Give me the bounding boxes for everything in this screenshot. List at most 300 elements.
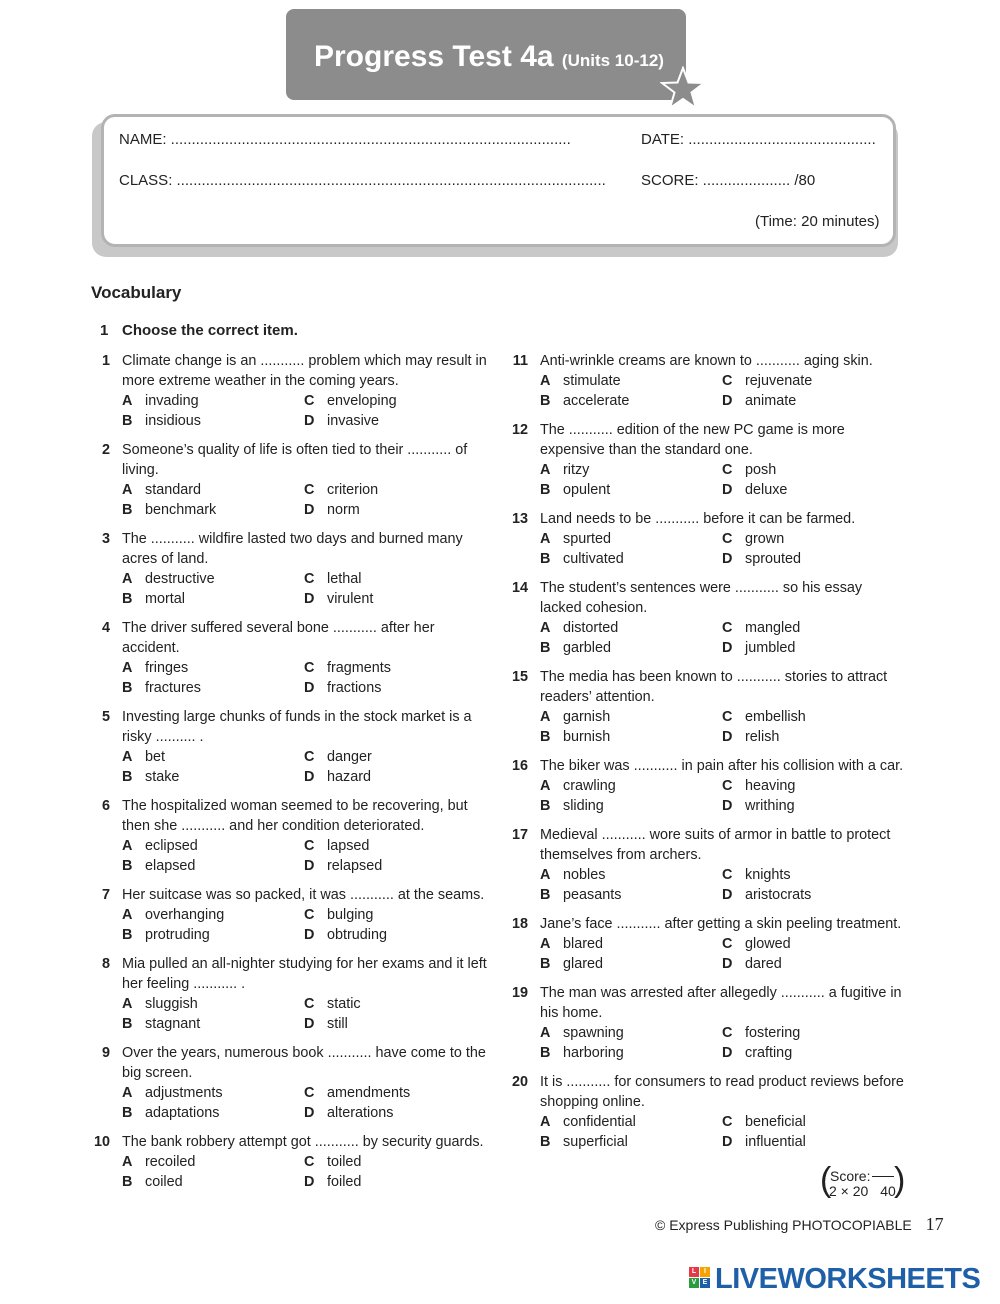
option-letter: D <box>304 769 315 785</box>
option-text: garbled <box>563 640 612 656</box>
option-c[interactable] <box>304 747 486 767</box>
option-letter: D <box>722 729 733 745</box>
answer-options <box>122 1152 488 1192</box>
option-letter: A <box>540 531 551 547</box>
question-text: It is ........... for consumers to read product reviews before shopping online. <box>540 1074 904 1110</box>
option-letter: C <box>722 462 733 478</box>
option-d[interactable] <box>722 1132 904 1152</box>
option-letter: B <box>122 502 133 518</box>
question-number: 17 <box>511 827 528 843</box>
score-label: Score: <box>830 1168 871 1184</box>
logo-cell-e: E <box>700 1278 710 1288</box>
option-letter: D <box>304 1105 315 1121</box>
question-12 <box>506 420 906 500</box>
score-field[interactable]: SCORE: ..................... /80 <box>641 172 816 189</box>
option-c[interactable] <box>304 836 486 856</box>
option-a[interactable] <box>540 460 722 480</box>
option-text: posh <box>745 462 777 478</box>
option-letter: A <box>122 996 133 1012</box>
option-letter: B <box>122 1174 133 1190</box>
option-letter: C <box>722 1114 733 1130</box>
question-number: 20 <box>511 1074 528 1090</box>
option-letter: B <box>540 956 551 972</box>
option-a[interactable] <box>540 529 722 549</box>
option-text: sluggish <box>145 996 198 1012</box>
option-c[interactable] <box>304 1152 486 1172</box>
option-text: bet <box>145 749 166 765</box>
option-text: ritzy <box>563 462 590 478</box>
question-5 <box>88 707 488 787</box>
option-b[interactable] <box>122 1172 304 1192</box>
option-c[interactable] <box>304 480 486 500</box>
question-number: 16 <box>511 758 528 774</box>
option-c[interactable] <box>722 934 904 954</box>
option-text: crawling <box>563 778 616 794</box>
option-text: elapsed <box>145 858 196 874</box>
option-text: alterations <box>327 1105 394 1121</box>
option-text: glowed <box>745 936 791 952</box>
question-text: Jane’s face ........... after getting a skin peeling treatment. <box>540 916 902 932</box>
option-c[interactable] <box>304 658 486 678</box>
option-b[interactable] <box>122 411 304 431</box>
question-text: Investing large chunks of funds in the stock market is a risky .......... . <box>122 709 472 745</box>
score-formula <box>829 1183 896 1199</box>
option-text: fractures <box>145 680 201 696</box>
option-c[interactable] <box>722 707 904 727</box>
option-c[interactable] <box>722 1023 904 1043</box>
question-text: The ........... wildfire lasted two days and burned many acres of land. <box>122 531 463 567</box>
option-text: eclipsed <box>145 838 198 854</box>
option-a[interactable] <box>540 618 722 638</box>
left-paren: ( <box>820 1161 832 1199</box>
option-text: peasants <box>563 887 622 903</box>
option-b[interactable] <box>122 1014 304 1034</box>
option-letter: B <box>122 927 133 943</box>
question-17 <box>506 825 906 905</box>
option-text: knights <box>745 867 791 883</box>
option-text: spawning <box>563 1025 624 1041</box>
option-letter: B <box>540 393 551 409</box>
option-text: dared <box>745 956 782 972</box>
option-a[interactable] <box>122 905 304 925</box>
option-text: rejuvenate <box>745 373 813 389</box>
answer-options <box>540 618 906 658</box>
option-a[interactable] <box>540 1112 722 1132</box>
option-text: sliding <box>563 798 604 814</box>
option-text: blared <box>563 936 604 952</box>
copyright-text: © Express Publishing PHOTOCOPIABLE <box>655 1217 912 1233</box>
option-letter: C <box>722 373 733 389</box>
question-text: Land needs to be ........... before it can be farmed. <box>540 511 856 527</box>
option-letter: C <box>304 571 315 587</box>
option-c[interactable] <box>722 1112 904 1132</box>
option-d[interactable] <box>722 391 904 411</box>
option-d[interactable] <box>304 925 486 945</box>
option-letter: A <box>540 462 551 478</box>
option-letter: C <box>722 1025 733 1041</box>
right-paren: ) <box>894 1161 906 1199</box>
option-d[interactable] <box>722 727 904 747</box>
option-letter: D <box>722 551 733 567</box>
score-multiplier: 2 × 20 <box>829 1183 869 1199</box>
question-number: 1 <box>101 353 110 369</box>
option-letter: A <box>122 749 133 765</box>
option-b[interactable] <box>540 549 722 569</box>
question-number: 6 <box>101 798 110 814</box>
option-a[interactable] <box>122 747 304 767</box>
question-text: Her suitcase was so packed, it was ........... at the seams. <box>122 887 485 903</box>
question-text: The driver suffered several bone ........... after her accident. <box>122 620 435 656</box>
question-9 <box>88 1043 488 1123</box>
question-number: 7 <box>101 887 110 903</box>
question-20 <box>506 1072 906 1152</box>
question-number: 5 <box>101 709 110 725</box>
option-text: protruding <box>145 927 210 943</box>
option-c[interactable] <box>304 1083 486 1103</box>
option-letter: B <box>540 729 551 745</box>
option-letter: D <box>722 640 733 656</box>
option-b[interactable] <box>540 796 722 816</box>
answer-options <box>540 934 906 974</box>
option-letter: C <box>304 393 315 409</box>
option-letter: A <box>122 393 133 409</box>
option-letter: B <box>122 591 133 607</box>
questions-left-column <box>88 351 488 1201</box>
option-text: burnish <box>563 729 611 745</box>
option-letter: C <box>722 531 733 547</box>
option-a[interactable] <box>122 1152 304 1172</box>
option-text: adaptations <box>145 1105 220 1121</box>
question-15 <box>506 667 906 747</box>
option-letter: D <box>304 927 315 943</box>
question-text: The bank robbery attempt got ........... by security guards. <box>122 1134 484 1150</box>
time-limit: (Time: 20 minutes) <box>755 213 880 230</box>
option-d[interactable] <box>722 954 904 974</box>
option-d[interactable] <box>722 796 904 816</box>
option-d[interactable] <box>722 885 904 905</box>
score-box <box>820 1161 906 1199</box>
option-text: distorted <box>563 620 619 636</box>
option-text: mangled <box>745 620 801 636</box>
answer-options <box>122 569 488 609</box>
option-text: jumbled <box>745 640 796 656</box>
answer-options <box>122 391 488 431</box>
option-text: bulging <box>327 907 374 923</box>
option-b[interactable] <box>122 500 304 520</box>
option-d[interactable] <box>304 589 486 609</box>
question-text: Medieval ........... wore suits of armor in battle to protect themselves from archers. <box>540 827 891 863</box>
option-d[interactable] <box>722 549 904 569</box>
option-c[interactable] <box>722 529 904 549</box>
option-c[interactable] <box>304 391 486 411</box>
option-letter: B <box>540 887 551 903</box>
option-letter: D <box>722 798 733 814</box>
option-b[interactable] <box>540 954 722 974</box>
option-letter: C <box>722 936 733 952</box>
option-letter: C <box>304 482 315 498</box>
logo-cell-v: V <box>689 1278 699 1288</box>
option-d[interactable] <box>722 1043 904 1063</box>
option-b[interactable] <box>540 638 722 658</box>
option-a[interactable] <box>122 658 304 678</box>
option-letter: D <box>722 956 733 972</box>
option-letter: B <box>540 482 551 498</box>
option-letter: B <box>540 798 551 814</box>
option-d[interactable] <box>304 767 486 787</box>
option-a[interactable] <box>540 707 722 727</box>
option-a[interactable] <box>122 569 304 589</box>
question-4 <box>88 618 488 698</box>
option-letter: A <box>540 620 551 636</box>
option-letter: B <box>540 1045 551 1061</box>
option-c[interactable] <box>304 569 486 589</box>
option-text: fractions <box>327 680 382 696</box>
option-b[interactable] <box>122 678 304 698</box>
option-c[interactable] <box>722 865 904 885</box>
option-text: grown <box>745 531 785 547</box>
option-text: opulent <box>563 482 611 498</box>
option-text: standard <box>145 482 202 498</box>
answer-options <box>540 1112 906 1152</box>
option-text: coiled <box>145 1174 183 1190</box>
option-b[interactable] <box>122 856 304 876</box>
question-13 <box>506 509 906 569</box>
option-c[interactable] <box>722 618 904 638</box>
option-c[interactable] <box>304 905 486 925</box>
option-a[interactable] <box>540 1023 722 1043</box>
answer-options <box>122 836 488 876</box>
option-d[interactable] <box>304 1103 486 1123</box>
score-fraction-line <box>872 1176 894 1177</box>
option-b[interactable] <box>122 767 304 787</box>
answer-options <box>540 865 906 905</box>
question-text: Mia pulled an all-nighter studying for her exams and it left her feeling ........... . <box>122 956 487 992</box>
question-text: The student’s sentences were ........... so his essay lacked cohesion. <box>540 580 863 616</box>
option-text: embellish <box>745 709 806 725</box>
option-letter: B <box>122 680 133 696</box>
class-field[interactable]: CLASS: ....................................................................................................... <box>119 172 606 189</box>
option-letter: D <box>722 482 733 498</box>
option-letter: A <box>540 778 551 794</box>
answer-options <box>122 1083 488 1123</box>
option-a[interactable] <box>540 371 722 391</box>
logo-cell-l: L <box>689 1267 699 1277</box>
option-text: invasive <box>327 413 379 429</box>
option-a[interactable] <box>122 836 304 856</box>
option-text: spurted <box>563 531 611 547</box>
option-letter: B <box>540 640 551 656</box>
option-text: mortal <box>145 591 185 607</box>
option-d[interactable] <box>304 1014 486 1034</box>
question-10 <box>88 1132 488 1192</box>
option-letter: D <box>722 1134 733 1150</box>
option-d[interactable] <box>304 856 486 876</box>
option-letter: D <box>304 413 315 429</box>
option-text: danger <box>327 749 372 765</box>
option-text: crafting <box>745 1045 793 1061</box>
option-text: sprouted <box>745 551 802 567</box>
question-text: The ........... edition of the new PC game is more expensive than the standard one. <box>540 422 845 458</box>
question-text: The hospitalized woman seemed to be recovering, but then she ........... and her condition deteriorated. <box>122 798 468 834</box>
option-text: lapsed <box>327 838 370 854</box>
question-text: Climate change is an ........... problem which may result in more extreme weather in the coming years. <box>122 353 487 389</box>
answer-options <box>122 747 488 787</box>
option-d[interactable] <box>304 500 486 520</box>
exercise-number: 1 <box>100 322 109 339</box>
question-number: 12 <box>511 422 528 438</box>
option-text: static <box>327 996 361 1012</box>
option-b[interactable] <box>540 480 722 500</box>
option-b[interactable] <box>540 1132 722 1152</box>
option-letter: A <box>540 936 551 952</box>
question-number: 19 <box>511 985 528 1001</box>
question-number: 3 <box>101 531 110 547</box>
option-letter: D <box>722 1045 733 1061</box>
answer-options <box>540 529 906 569</box>
option-text: fragments <box>327 660 391 676</box>
question-number: 11 <box>512 353 528 369</box>
option-letter: C <box>304 996 315 1012</box>
option-b[interactable] <box>122 589 304 609</box>
option-b[interactable] <box>122 925 304 945</box>
option-letter: D <box>304 502 315 518</box>
option-text: stimulate <box>563 373 621 389</box>
option-letter: A <box>540 1114 551 1130</box>
page-title <box>314 40 664 74</box>
option-c[interactable] <box>722 460 904 480</box>
question-2 <box>88 440 488 520</box>
question-8 <box>88 954 488 1034</box>
title-main: Progress Test 4a <box>314 40 554 73</box>
option-letter: A <box>122 571 133 587</box>
answer-options <box>122 905 488 945</box>
option-b[interactable] <box>540 1043 722 1063</box>
option-a[interactable] <box>540 934 722 954</box>
question-14 <box>506 578 906 658</box>
question-11 <box>506 351 906 411</box>
answer-options <box>122 480 488 520</box>
option-a[interactable] <box>540 776 722 796</box>
liveworksheets-logo[interactable] <box>689 1263 989 1295</box>
option-a[interactable] <box>122 391 304 411</box>
option-letter: C <box>304 838 315 854</box>
answer-options <box>540 707 906 747</box>
option-letter: A <box>540 373 551 389</box>
option-d[interactable] <box>304 1172 486 1192</box>
option-text: toiled <box>327 1154 362 1170</box>
option-letter: D <box>304 591 315 607</box>
name-field[interactable]: NAME: ................................................................................................ <box>119 131 571 148</box>
option-letter: C <box>722 620 733 636</box>
option-text: lethal <box>327 571 362 587</box>
option-text: heaving <box>745 778 796 794</box>
option-b[interactable] <box>540 391 722 411</box>
option-letter: B <box>122 858 133 874</box>
question-text: Over the years, numerous book ........... have come to the big screen. <box>122 1045 486 1081</box>
option-text: confidential <box>563 1114 636 1130</box>
option-c[interactable] <box>304 994 486 1014</box>
option-d[interactable] <box>722 638 904 658</box>
option-b[interactable] <box>122 1103 304 1123</box>
option-letter: C <box>722 778 733 794</box>
liveworksheets-wordmark: LIVEWORKSHEETS <box>715 1263 981 1295</box>
option-text: benchmark <box>145 502 217 518</box>
option-text: enveloping <box>327 393 397 409</box>
option-text: stagnant <box>145 1016 201 1032</box>
answer-options <box>540 1023 906 1063</box>
option-text: deluxe <box>745 482 788 498</box>
question-number: 4 <box>101 620 110 636</box>
answer-options <box>540 776 906 816</box>
option-text: hazard <box>327 769 372 785</box>
star-icon <box>660 66 706 110</box>
section-title: Vocabulary <box>91 283 182 302</box>
option-letter: D <box>304 680 315 696</box>
option-text: fringes <box>145 660 189 676</box>
option-c[interactable] <box>722 371 904 391</box>
date-field[interactable]: DATE: ............................................. <box>641 131 876 148</box>
question-number: 13 <box>511 511 528 527</box>
option-a[interactable] <box>122 1083 304 1103</box>
option-letter: C <box>304 1085 315 1101</box>
option-text: beneficial <box>745 1114 806 1130</box>
option-a[interactable] <box>540 865 722 885</box>
question-number: 10 <box>93 1134 110 1150</box>
option-letter: B <box>122 1016 133 1032</box>
option-a[interactable] <box>122 480 304 500</box>
option-b[interactable] <box>540 885 722 905</box>
option-letter: D <box>304 1016 315 1032</box>
option-letter: D <box>722 393 733 409</box>
question-number: 15 <box>511 669 528 685</box>
question-3 <box>88 529 488 609</box>
option-a[interactable] <box>122 994 304 1014</box>
option-letter: B <box>122 413 133 429</box>
question-text: The man was arrested after allegedly ........... a fugitive in his home. <box>540 985 902 1021</box>
option-letter: A <box>122 482 133 498</box>
answer-options <box>122 994 488 1034</box>
question-19 <box>506 983 906 1063</box>
option-b[interactable] <box>540 727 722 747</box>
option-text: insidious <box>145 413 201 429</box>
option-d[interactable] <box>304 411 486 431</box>
option-letter: C <box>304 1154 315 1170</box>
option-letter: B <box>122 769 133 785</box>
option-text: virulent <box>327 591 374 607</box>
option-text: writhing <box>745 798 795 814</box>
option-letter: B <box>540 1134 551 1150</box>
exercise-instruction: Choose the correct item. <box>122 322 298 339</box>
option-letter: C <box>304 749 315 765</box>
question-16 <box>506 756 906 816</box>
question-text: The biker was ........... in pain after his collision with a car. <box>540 758 904 774</box>
questions-right-column <box>506 351 906 1161</box>
score-total: 40 <box>880 1183 896 1199</box>
question-number: 2 <box>101 442 110 458</box>
option-d[interactable] <box>722 480 904 500</box>
question-text: Anti-wrinkle creams are known to ........... aging skin. <box>540 353 873 369</box>
option-letter: A <box>122 907 133 923</box>
logo-cell-i: I <box>700 1267 710 1277</box>
option-d[interactable] <box>304 678 486 698</box>
question-7 <box>88 885 488 945</box>
option-c[interactable] <box>722 776 904 796</box>
option-letter: A <box>122 838 133 854</box>
answer-options <box>540 371 906 411</box>
answer-options <box>122 658 488 698</box>
question-number: 14 <box>511 580 528 596</box>
option-text: norm <box>327 502 360 518</box>
